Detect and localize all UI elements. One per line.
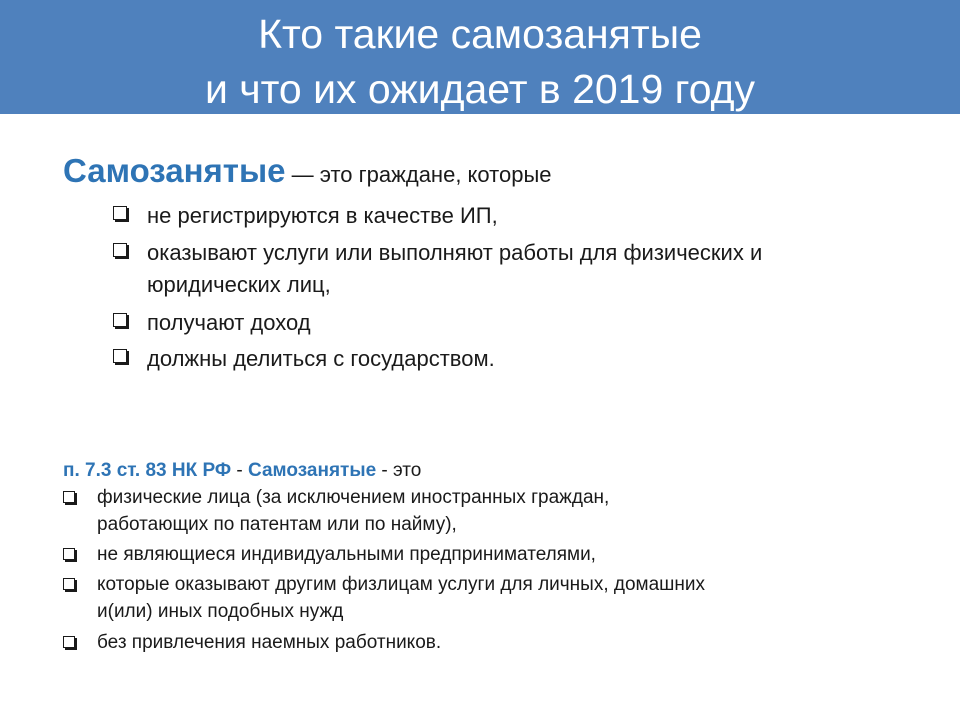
tax-code-heading xyxy=(63,458,421,484)
tax-code-item-text: физические лица (за исключением иностранных граждан, xyxy=(97,487,610,508)
checkbox-bullet-icon xyxy=(113,243,127,257)
checkbox-bullet-icon xyxy=(113,349,127,363)
definition-term: Самозанятые xyxy=(63,152,286,189)
definition-item-text: не регистрируются в качестве ИП, xyxy=(147,203,498,228)
tax-code-dash: - xyxy=(231,460,249,481)
tax-code-item-text-continued: работающих по патентам или по найму), xyxy=(97,514,457,535)
checkbox-bullet-icon xyxy=(63,578,75,590)
definition-item-text: получают доход xyxy=(147,310,311,335)
definition-item-text-continued: юридических лиц, xyxy=(147,272,331,297)
definition-intro: — это граждане, которые xyxy=(285,162,552,187)
tax-code-suffix: - это xyxy=(376,460,422,481)
title-banner xyxy=(0,0,960,114)
tax-code-item-text-continued: и(или) иных подобных нужд xyxy=(97,601,344,622)
checkbox-bullet-icon xyxy=(113,206,127,220)
checkbox-bullet-icon xyxy=(113,313,127,327)
checkbox-bullet-icon xyxy=(63,548,75,560)
tax-code-term: Самозанятые xyxy=(248,460,377,481)
slide-title-line-2: и что их ожидает в 2019 году xyxy=(204,66,756,112)
slide-title-line-1: Кто такие самозанятые xyxy=(258,11,702,57)
definition-item-text: оказывают услуги или выполняют работы для физических и xyxy=(147,240,763,265)
checkbox-bullet-icon xyxy=(63,636,75,648)
tax-code-item-text: которые оказывают другим физлицам услуги для личных, домашних xyxy=(97,574,706,595)
definition-lead xyxy=(63,152,552,190)
definition-item-text: должны делиться с государством. xyxy=(147,346,495,371)
tax-code-reference: п. 7.3 ст. 83 НК РФ xyxy=(63,460,232,481)
checkbox-bullet-icon xyxy=(63,491,75,503)
tax-code-item-text: не являющиеся индивидуальными предпринимателями, xyxy=(97,544,596,565)
tax-code-item-text: без привлечения наемных работников. xyxy=(97,632,442,653)
